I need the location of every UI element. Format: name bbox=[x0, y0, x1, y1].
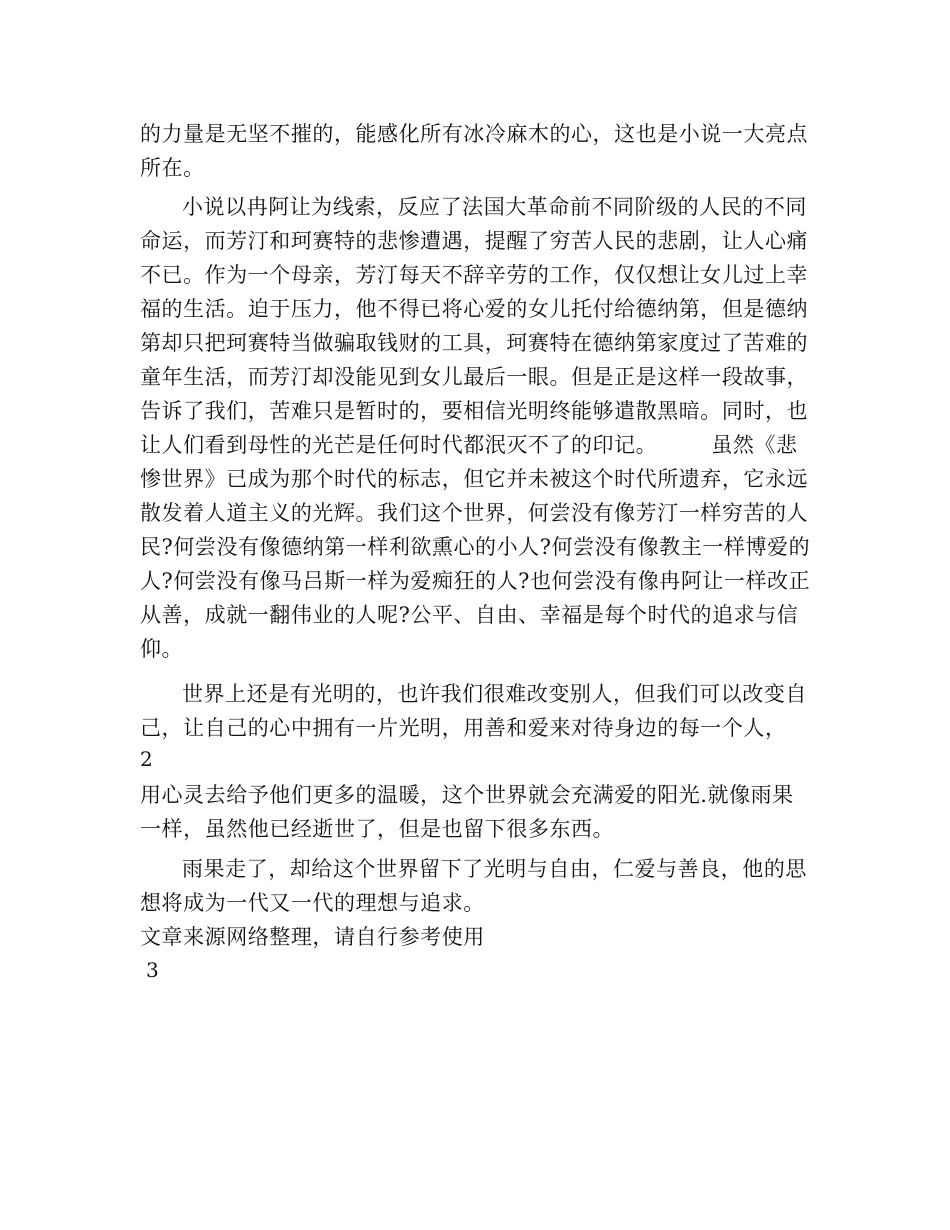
text-line: 散发着人道主义的光辉。我们这个世界，何尝没有像芳汀一样穷苦的人 bbox=[140, 501, 809, 525]
text-line: 让人们看到母性的光芒是任何时代都泯灭不了的印记。 虽然《悲 bbox=[140, 433, 798, 457]
text-line: 人?何尝没有像马吕斯一样为爱痴狂的人?也何尝没有像冉阿让一样改正 bbox=[140, 569, 811, 593]
text-line: 民?何尝没有像德纳第一样利欲熏心的小人?何尝没有像教主一样博爱的 bbox=[140, 535, 811, 559]
text-line: 惨世界》已成为那个时代的标志，但它并未被这个时代所遗弃，它永远 bbox=[140, 467, 809, 491]
text-line: 从善，成就一翻伟业的人呢?公平、自由、幸福是每个时代的追求与信 bbox=[140, 603, 799, 627]
text-line: 己，让自己的心中拥有一片光明，用善和爱来对待身边的每一个人， bbox=[140, 716, 787, 740]
text-line: 想将成为一代又一代的理想与追求。 bbox=[140, 891, 485, 915]
text-line: 告诉了我们，苦难只是暂时的，要相信光明终能够遣散黑暗。同时，也 bbox=[140, 399, 809, 423]
text-line: 用心灵去给予他们更多的温暖，这个世界就会充满爱的阳光.就像雨果 bbox=[140, 783, 794, 807]
text-line: 一样，虽然他已经逝世了，但是也留下很多东西。 bbox=[140, 817, 615, 841]
text-line: 福的生活。迫于压力，他不得已将心爱的女儿托付给德纳第，但是德纳 bbox=[140, 297, 809, 321]
text-line: 雨果走了，却给这个世界留下了光明与自由，仁爱与善良，他的思 bbox=[182, 857, 807, 881]
text-line: 文章来源网络整理，请自行参考使用 bbox=[140, 925, 485, 949]
text-line: 童年生活，而芳汀却没能见到女儿最后一眼。但是正是这样一段故事， bbox=[140, 365, 809, 389]
text-line: 所在。 bbox=[140, 156, 205, 180]
text-line: 命运，而芳汀和珂赛特的悲惨遭遇，提醒了穷苦人民的悲剧，让人心痛 bbox=[140, 229, 809, 253]
text-line: 世界上还是有光明的，也许我们很难改变别人，但我们可以改变自 bbox=[182, 682, 807, 706]
text-line: 不已。作为一个母亲，芳汀每天不辞辛劳的工作，仅仅想让女儿过上幸 bbox=[140, 263, 809, 287]
page-number: 3 bbox=[146, 958, 159, 982]
text-line: 第却只把珂赛特当做骗取钱财的工具，珂赛特在德纳第家度过了苦难的 bbox=[140, 331, 809, 355]
page-number: 2 bbox=[140, 747, 153, 771]
text-line: 的力量是无坚不摧的，能感化所有冰冷麻木的心，这也是小说一大亮点 bbox=[140, 122, 809, 146]
text-line: 仰。 bbox=[140, 637, 184, 661]
text-line: 小说以冉阿让为线索，反应了法国大革命前不同阶级的人民的不同 bbox=[182, 195, 807, 219]
